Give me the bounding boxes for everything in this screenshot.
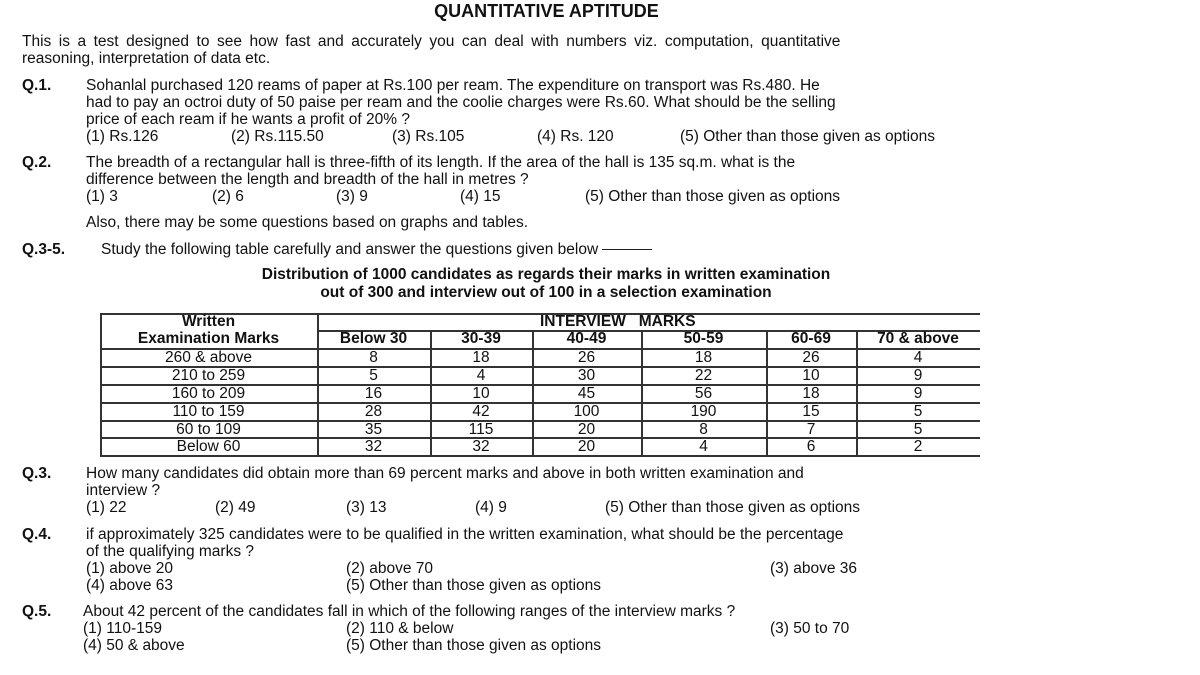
option-1[interactable]: (1) Rs.126: [86, 128, 159, 145]
option-4[interactable]: (4) 15: [460, 188, 501, 205]
intro-line-2: reasoning, interpretation of data etc.: [22, 50, 271, 67]
dash-line: [602, 249, 652, 250]
option-2[interactable]: (2) 49: [215, 499, 256, 516]
table-cell: 2: [913, 438, 923, 455]
table-cell: 15: [802, 403, 820, 420]
column-header: 60-69: [791, 330, 831, 347]
question-text-line: How many candidates did obtain more than 69 percent marks and above in both written examination and: [86, 465, 804, 482]
table-cell: 18: [472, 349, 490, 366]
table-cell: 5: [369, 367, 378, 384]
table-cell: 56: [694, 385, 713, 402]
row-label: 210 to 259: [171, 367, 246, 384]
question-text-line: of the qualifying marks ?: [86, 543, 255, 560]
table-cell: 26: [577, 349, 596, 366]
option-1[interactable]: (1) 3: [86, 188, 118, 205]
question-number: Q.3.: [22, 465, 52, 482]
option-4[interactable]: (4) 9: [475, 499, 507, 516]
option-4[interactable]: (4) 50 & above: [83, 637, 185, 654]
interview-marks-header: INTERVIEW MARKS: [540, 313, 696, 330]
option-5[interactable]: (5) Other than those given as options: [605, 499, 861, 516]
question-text-line: The breadth of a rectangular hall is three-fifth of its length. If the area of the hall is 135 sq.m. what is the: [86, 154, 796, 171]
column-header: 40-49: [566, 330, 607, 347]
option-3[interactable]: (3) Rs.105: [392, 128, 465, 145]
option-1[interactable]: (1) 110-159: [83, 620, 162, 637]
table-cell: 32: [472, 438, 490, 455]
option-2[interactable]: (2) 6: [212, 188, 244, 205]
question-group-instruction: [101, 241, 652, 258]
question-number: Q.2.: [22, 154, 52, 171]
instruction-text: Study the following table carefully and answer the questions given below: [101, 241, 599, 258]
table-cell: 5: [913, 421, 923, 438]
table-cell: 20: [577, 438, 596, 455]
option-3[interactable]: (3) 13: [346, 499, 387, 516]
table-cell: 4: [476, 367, 486, 384]
note-text: Also, there may be some questions based on graphs and tables.: [86, 214, 529, 231]
option-3[interactable]: (3) 9: [336, 188, 368, 205]
table-cell: 45: [577, 385, 596, 402]
table-cell: 4: [699, 438, 708, 455]
table-cell: 20: [577, 421, 596, 438]
table-cell: 16: [364, 385, 383, 402]
row-label: 60 to 109: [176, 421, 241, 438]
table-cell: 35: [364, 421, 383, 438]
table-cell: 8: [369, 349, 378, 366]
column-header: 50-59: [683, 330, 724, 347]
table-cell: 18: [694, 349, 713, 366]
table-cell: 10: [802, 367, 820, 384]
option-5[interactable]: (5) Other than those given as options: [346, 577, 602, 594]
table-cell: 190: [690, 403, 717, 420]
option-2[interactable]: (2) 110 & below: [346, 620, 454, 637]
table-caption-line-2: out of 300 and interview out of 100 in a selection examination: [320, 284, 772, 301]
table-cell: 30: [577, 367, 596, 384]
column-header: 30-39: [461, 330, 501, 347]
table-cell: 42: [472, 403, 490, 420]
row-header-title: Examination Marks: [137, 330, 280, 347]
question-text-line: About 42 percent of the candidates fall in which of the following ranges of the interview marks ?: [83, 603, 736, 620]
option-2[interactable]: (2) Rs.115.50: [231, 128, 324, 145]
question-number: Q.1.: [22, 77, 52, 94]
option-4[interactable]: (4) above 63: [86, 577, 174, 594]
row-label: Below 60: [176, 438, 241, 455]
column-header: 70 & above: [877, 330, 959, 347]
question-text-line: had to pay an octroi duty of 50 paise per ream and the coolie charges were Rs.60. What should be the selling: [86, 94, 836, 111]
row-label: 110 to 159: [172, 403, 245, 420]
table-cell: 9: [913, 367, 923, 384]
table-cell: 8: [699, 421, 708, 438]
question-text-line: if approximately 325 candidates were to be qualified in the written examination, what should be the percentage: [86, 526, 844, 543]
question-text-line: price of each ream if he wants a profit of 20% ?: [86, 111, 410, 128]
row-label: 260 & above: [164, 349, 253, 366]
table-border-bottom: [100, 455, 980, 457]
table-cell: 6: [806, 438, 816, 455]
question-number: Q.5.: [22, 603, 52, 620]
option-1[interactable]: (1) above 20: [86, 560, 174, 577]
column-header: Below 30: [339, 330, 408, 347]
option-4[interactable]: (4) Rs. 120: [537, 128, 614, 145]
table-cell: 7: [806, 421, 816, 438]
table-cell: 22: [694, 367, 713, 384]
table-cell: 9: [913, 385, 923, 402]
marks-distribution-table: [100, 313, 980, 455]
option-5[interactable]: (5) Other than those given as options: [680, 128, 936, 145]
table-cell: 4: [913, 349, 923, 366]
row-header-title: Written: [181, 313, 236, 330]
table-caption-line-1: Distribution of 1000 candidates as regards their marks in written examination: [261, 266, 831, 283]
table-cell: 5: [913, 403, 923, 420]
question-text-line: interview ?: [86, 482, 161, 499]
table-cell: 32: [364, 438, 383, 455]
option-5[interactable]: (5) Other than those given as options: [585, 188, 841, 205]
question-text-line: Sohanlal purchased 120 reams of paper at Rs.100 per ream. The expenditure on transport was Rs.480. He: [86, 77, 820, 94]
intro-line-1: This is a test designed to see how fast and accurately you can deal with numbers viz. computation, quantitative: [22, 33, 841, 50]
table-cell: 28: [364, 403, 383, 420]
option-3[interactable]: (3) above 36: [770, 560, 858, 577]
option-1[interactable]: (1) 22: [86, 499, 127, 516]
question-text-line: difference between the length and breadth of the hall in metres ?: [86, 171, 529, 188]
question-number: Q.4.: [22, 526, 52, 543]
row-label: 160 to 209: [171, 385, 246, 402]
table-cell: 18: [802, 385, 820, 402]
option-2[interactable]: (2) above 70: [346, 560, 434, 577]
table-cell: 10: [472, 385, 490, 402]
table-cell: 115: [468, 421, 494, 438]
page-title: QUANTITATIVE APTITUDE: [434, 1, 659, 21]
option-5[interactable]: (5) Other than those given as options: [346, 637, 602, 654]
table-cell: 26: [802, 349, 820, 366]
table-cell: 100: [573, 403, 600, 420]
option-3[interactable]: (3) 50 to 70: [770, 620, 850, 637]
question-group-number: Q.3-5.: [22, 241, 66, 258]
